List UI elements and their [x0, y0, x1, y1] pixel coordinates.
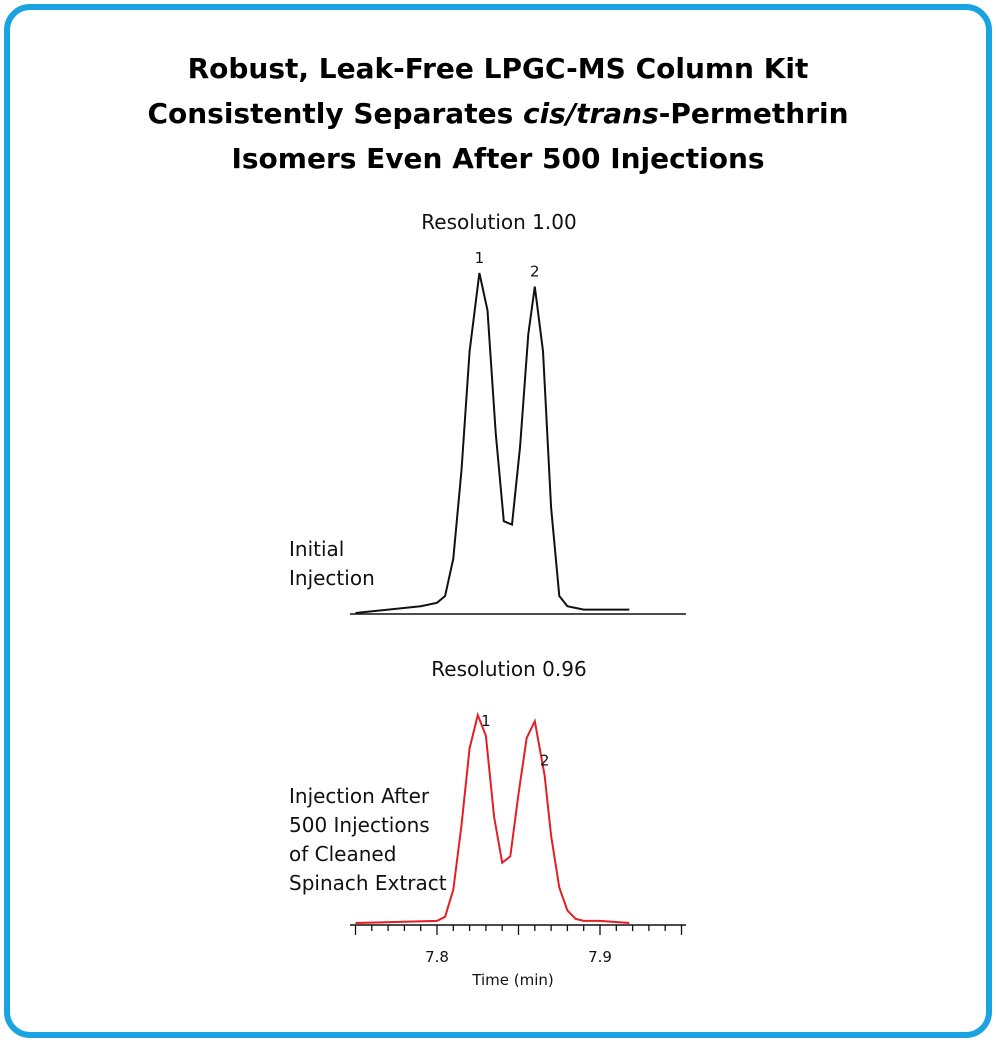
initial-injection-panel: [289, 210, 686, 614]
panel-label-after-line-3: of Cleaned: [289, 842, 397, 866]
panel-label-after-line-1: Injection After: [289, 784, 430, 808]
x-axis-label: Time (min): [472, 971, 554, 989]
title-line-2-end: -Permethrin: [658, 97, 849, 130]
x-axis-ticks: [356, 925, 682, 966]
title-line-2-start: Consistently Separates: [147, 97, 523, 130]
peak-label-after-500-1: 1: [481, 711, 491, 730]
resolution-label-initial: Resolution 1.00: [421, 210, 577, 234]
panel-label-after-line-2: 500 Injections: [289, 813, 430, 837]
x-tick-label-7.8: 7.8: [425, 948, 449, 966]
after-500-injections-panel: [289, 657, 686, 989]
panel-label-initial-line-2: Injection: [289, 566, 375, 590]
title-line-3: Isomers Even After 500 Injections: [231, 142, 765, 175]
peak-label-initial-1: 1: [474, 249, 485, 267]
panel-label-after-line-4: Spinach Extract: [289, 871, 447, 895]
title-line-2-italic: cis/trans: [522, 97, 659, 130]
trace-initial-injection: [356, 273, 630, 613]
resolution-label-after: Resolution 0.96: [431, 657, 587, 681]
panel-label-initial-line-1: Initial: [289, 537, 345, 561]
title-line-1: Robust, Leak-Free LPGC-MS Column Kit: [187, 52, 809, 85]
peak-label-initial-2: 2: [530, 262, 540, 281]
peak-label-after-500-2: 2: [539, 751, 550, 770]
x-tick-label-7.9: 7.9: [588, 948, 612, 966]
